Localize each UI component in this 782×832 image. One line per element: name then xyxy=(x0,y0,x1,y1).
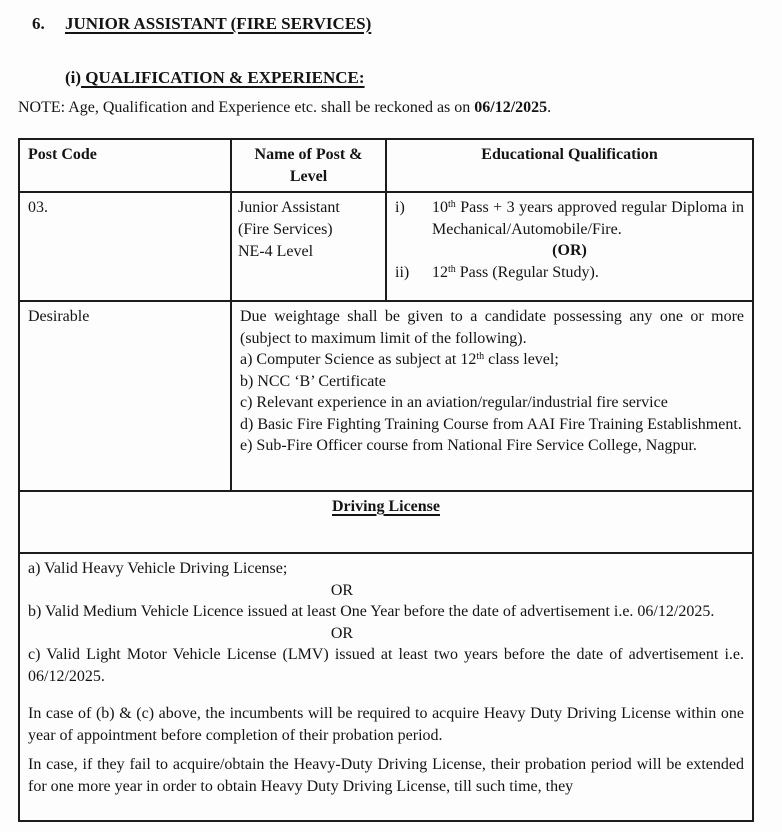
desirable-item-c: c) Relevant experience in an aviation/regular/industrial fire service xyxy=(240,394,668,411)
post-row xyxy=(19,192,753,301)
or-separator: OR xyxy=(330,581,354,599)
desirable-item-b: b) NCC ‘B’ Certificate xyxy=(240,372,386,390)
subsection-title: QUALIFICATION & EXPERIENCE: xyxy=(81,68,365,87)
driving-license-body-row xyxy=(19,553,753,821)
desirable-label-cell: Desirable xyxy=(19,301,231,491)
ordinal-superscript: th xyxy=(476,351,485,362)
post-name-cell xyxy=(231,192,386,301)
qualification-item xyxy=(395,262,744,284)
desirable-item-a: a) Computer Science as subject at 12th class level; xyxy=(240,351,559,368)
ordinal-superscript: th xyxy=(448,199,456,210)
post-code-cell: 03. xyxy=(19,192,231,301)
post-name-line: NE-4 Level xyxy=(238,243,314,260)
note-text: NOTE: Age, Qualification and Experience etc. shall be reckoned as on xyxy=(18,99,475,116)
post-name-line: (Fire Services) xyxy=(238,221,333,238)
qualification-table xyxy=(18,138,754,822)
or-separator: (OR) xyxy=(552,242,587,259)
section-number: 6. xyxy=(32,14,45,33)
license-item-b: b) Valid Medium Vehicle Licence issued at least One Year before the date of advertisement i.e. 06/12/2025. xyxy=(28,603,715,620)
desirable-row xyxy=(19,301,753,491)
section-heading xyxy=(32,12,782,35)
ordinal-superscript: th xyxy=(448,263,456,275)
license-item-c: c) Valid Light Motor Vehicle License (LMV) issued at least two years before the date of advertisement i.e. 06/12/2025. xyxy=(28,646,744,685)
driving-license-title-cell xyxy=(19,491,753,553)
desirable-item-e: e) Sub-Fire Officer course from National Fire Service College, Nagpur. xyxy=(240,437,697,454)
driving-license-title: Driving License xyxy=(332,498,440,515)
list-marker: ii) xyxy=(395,263,410,281)
note-period: . xyxy=(547,99,552,116)
list-marker: i) xyxy=(395,199,405,216)
subsection-number: (i) xyxy=(65,68,82,87)
note-date: 06/12/2025 xyxy=(474,99,548,116)
col-header-name-of-post: Name of Post & Level xyxy=(231,139,386,192)
qualification-item-text: 10th Pass + 3 years approved regular Diploma in Mechanical/Automobile/Fire. xyxy=(432,199,744,238)
desirable-content-cell xyxy=(231,301,753,491)
note-line xyxy=(18,97,782,118)
desirable-item-d: d) Basic Fire Fighting Training Course from AAI Fire Training Establishment. xyxy=(240,415,742,433)
license-paragraph: In case of (b) & (c) above, the incumbents will be required to acquire Heavy Duty Driving License within one year of appointment before completion of their probation period. xyxy=(28,705,744,744)
qualification-item-text: 12th Pass (Regular Study). xyxy=(432,263,599,281)
educational-qualification-cell xyxy=(386,192,753,301)
table-header-row xyxy=(19,139,753,192)
post-name-line: Junior Assistant xyxy=(238,199,340,216)
license-paragraph: In case, if they fail to acquire/obtain the Heavy-Duty Driving License, their probation period will be extended for one more year in order to obtain Heavy Duty Driving License, till such time, they xyxy=(28,756,744,795)
desirable-intro: Due weightage shall be given to a candidate possessing any one or more (subject to maximum limit of the following). xyxy=(240,308,744,347)
qualification-item xyxy=(395,197,744,240)
section-title: JUNIOR ASSISTANT (FIRE SERVICES) xyxy=(65,14,372,33)
license-item-a: a) Valid Heavy Vehicle Driving License; xyxy=(28,560,288,577)
col-header-educational-qualification: Educational Qualification xyxy=(386,139,753,192)
or-separator: OR xyxy=(330,624,354,642)
driving-license-content-cell xyxy=(19,553,753,821)
col-header-post-code: Post Code xyxy=(19,139,231,192)
subsection-heading xyxy=(65,67,782,89)
driving-license-title-row xyxy=(19,491,753,553)
